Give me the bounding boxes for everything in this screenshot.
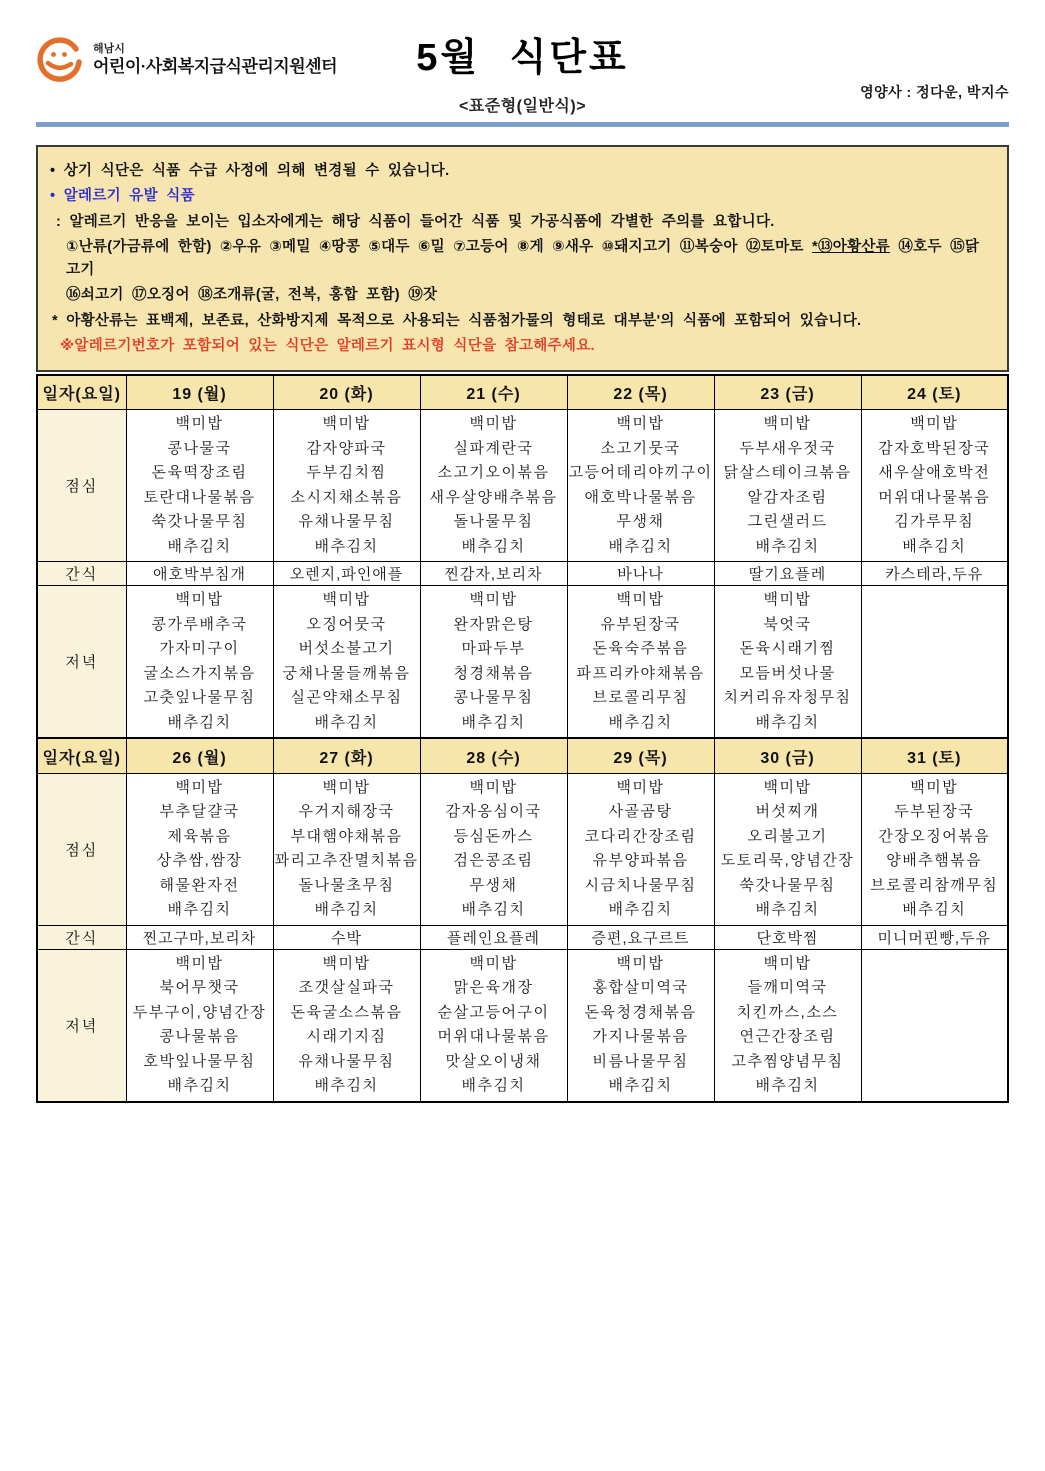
menu-item: 소시지채소볶음 xyxy=(290,488,403,506)
menu-item: 백미밥 xyxy=(763,415,812,433)
menu-item: 상추쌈,쌈장 xyxy=(156,852,243,870)
menu-item: 백미밥 xyxy=(469,778,518,796)
menu-item: 배추김치 xyxy=(461,537,526,555)
page-header xyxy=(36,0,1009,122)
menu-item: 돌나물무침 xyxy=(453,513,534,531)
menu-item: 배추김치 xyxy=(755,1077,820,1095)
day-header: 22 (목) xyxy=(567,375,714,410)
menu-tables xyxy=(36,374,1009,1103)
menu-item: 백미밥 xyxy=(616,415,665,433)
menu-item: 백미밥 xyxy=(616,591,665,609)
menu-item: 소고기오이볶음 xyxy=(437,464,550,482)
menu-item: 배추김치 xyxy=(608,537,673,555)
logo-city-name: 해남시 xyxy=(93,42,125,55)
menu-item: 가자미구이 xyxy=(159,640,240,658)
menu-item: 홍합살미역국 xyxy=(592,979,689,997)
menu-cell xyxy=(861,410,1008,562)
menu-item: 무생채 xyxy=(469,876,518,894)
menu-item: 배추김치 xyxy=(461,713,526,731)
menu-cell xyxy=(567,410,714,562)
day-header: 29 (목) xyxy=(567,738,714,773)
menu-item: 백미밥 xyxy=(763,954,812,972)
nutritionist-credit: 영양사 : 정다운, 박지수 xyxy=(860,84,1009,100)
menu-item: 두부김치찜 xyxy=(306,464,387,482)
menu-item: 머위대나물볶음 xyxy=(437,1028,550,1046)
menu-item: 백미밥 xyxy=(322,415,371,433)
day-header: 23 (금) xyxy=(714,375,861,410)
day-header: 21 (수) xyxy=(420,375,567,410)
menu-item: 백미밥 xyxy=(616,954,665,972)
menu-item: 맛살오이냉채 xyxy=(445,1052,542,1070)
notice-allergy-heading: • 알레르기 유발 식품 xyxy=(50,185,993,207)
menu-item: 배추김치 xyxy=(755,537,820,555)
allergen-list-line-2: ⑯쇠고기 ⑰오징어 ⑱조개류(굴, 전복, 홍합 포함) ⑲잣 xyxy=(66,287,438,304)
menu-item: 백미밥 xyxy=(616,778,665,796)
menu-item: 우거지해장국 xyxy=(298,803,395,821)
menu-item: 새우살양배추볶음 xyxy=(429,488,558,506)
menu-item: 실파계란국 xyxy=(453,439,534,457)
meal-row-label: 저녁 xyxy=(37,949,126,1102)
menu-item: 호박잎나물무침 xyxy=(143,1052,256,1070)
snack-cell: 단호박찜 xyxy=(714,925,861,949)
menu-item: 배추김치 xyxy=(167,1077,232,1095)
menu-item: 돈육시래기찜 xyxy=(739,640,836,658)
menu-item: 닭살스테이크볶음 xyxy=(723,464,852,482)
menu-item: 배추김치 xyxy=(167,537,232,555)
notice-allergy-desc: : 알레르기 반응을 보이는 입소자에게는 해당 식품이 들어간 식품 및 가공식품에 각별한 주의를 요합니다. xyxy=(56,213,775,230)
smiley-logo-icon xyxy=(36,36,84,84)
menu-item: 배추김치 xyxy=(608,901,673,919)
menu-item: 백미밥 xyxy=(469,954,518,972)
menu-item: 머위대나물볶음 xyxy=(878,488,991,506)
day-header: 19 (월) xyxy=(126,375,273,410)
menu-item: 조갯살실파국 xyxy=(298,979,395,997)
menu-item: 백미밥 xyxy=(322,954,371,972)
allergen-list-line-1 xyxy=(50,236,993,281)
snack-cell: 애호박부침개 xyxy=(126,562,273,586)
menu-item: 코다리간장조림 xyxy=(584,827,697,845)
menu-cell xyxy=(273,586,420,739)
snack-cell: 바나나 xyxy=(567,562,714,586)
snack-cell: 플레인요플레 xyxy=(420,925,567,949)
menu-item: 콩나물국 xyxy=(167,439,232,457)
menu-item: 버섯찌개 xyxy=(755,803,820,821)
menu-item: 간장오징어볶음 xyxy=(878,827,991,845)
menu-item: 배추김치 xyxy=(314,537,379,555)
menu-item: 백미밥 xyxy=(322,591,371,609)
menu-item: 배추김치 xyxy=(167,713,232,731)
menu-item: 감자옹심이국 xyxy=(445,803,542,821)
menu-item: 꽈리고추잔멸치볶음 xyxy=(274,852,419,870)
date-column-header: 일자(요일) xyxy=(37,738,126,773)
menu-item: 돈육청경채볶음 xyxy=(584,1003,697,1021)
menu-cell xyxy=(861,586,1008,739)
notice-box xyxy=(36,145,1009,372)
menu-cell xyxy=(714,410,861,562)
menu-item: 고춧잎나물무침 xyxy=(143,689,256,707)
menu-cell xyxy=(420,586,567,739)
snack-cell: 찐감자,보리차 xyxy=(420,562,567,586)
menu-item: 고추찜양념무침 xyxy=(731,1052,844,1070)
menu-item: 버섯소불고기 xyxy=(298,640,395,658)
menu-item: 유부된장국 xyxy=(600,615,681,633)
menu-item: 오징어뭇국 xyxy=(306,615,387,633)
menu-item: 쑥갓나물무침 xyxy=(151,513,248,531)
date-column-header: 일자(요일) xyxy=(37,375,126,410)
menu-item: 사골곰탕 xyxy=(608,803,673,821)
meal-row-label: 점심 xyxy=(37,773,126,925)
menu-item: 북엇국 xyxy=(763,615,812,633)
menu-item: 돌나물초무침 xyxy=(298,876,395,894)
menu-item: 무생채 xyxy=(616,513,665,531)
menu-item: 새우살애호박전 xyxy=(878,464,991,482)
menu-cell xyxy=(861,773,1008,925)
menu-item: 청경채볶음 xyxy=(453,664,534,682)
logo-text xyxy=(93,43,337,78)
menu-item: 백미밥 xyxy=(910,778,959,796)
meal-row-label: 점심 xyxy=(37,410,126,562)
menu-item: 그린샐러드 xyxy=(747,513,828,531)
menu-cell xyxy=(714,949,861,1102)
menu-item: 고등어데리야끼구이 xyxy=(568,464,713,482)
menu-item: 감자호박된장국 xyxy=(878,439,991,457)
menu-table-week-1 xyxy=(36,374,1009,740)
day-header: 24 (토) xyxy=(861,375,1008,410)
menu-item: 소고기뭇국 xyxy=(600,439,681,457)
menu-item: 돈육굴소스볶음 xyxy=(290,1003,403,1021)
menu-item: 검은콩조림 xyxy=(453,852,534,870)
menu-item: 배추김치 xyxy=(902,901,967,919)
menu-item: 감자양파국 xyxy=(306,439,387,457)
menu-item: 배추김치 xyxy=(314,1077,379,1095)
menu-cell xyxy=(126,773,273,925)
day-header: 31 (토) xyxy=(861,738,1008,773)
menu-item: 백미밥 xyxy=(469,415,518,433)
menu-cell xyxy=(861,949,1008,1102)
menu-cell xyxy=(567,586,714,739)
menu-item: 북어무챗국 xyxy=(159,979,240,997)
menu-item: 두부된장국 xyxy=(894,803,975,821)
menu-item: 유채나물무침 xyxy=(298,1052,395,1070)
menu-item: 배추김치 xyxy=(461,901,526,919)
header-divider-line xyxy=(36,122,1009,127)
allergen-sulfite-underlined: *⑬아황산류 xyxy=(812,239,891,256)
snack-cell: 오렌지,파인애플 xyxy=(273,562,420,586)
menu-cell xyxy=(420,410,567,562)
meal-row-label: 간식 xyxy=(37,562,126,586)
menu-item: 부대햄야채볶음 xyxy=(290,827,403,845)
menu-item: 굴소스가지볶음 xyxy=(143,664,256,682)
menu-item: 백미밥 xyxy=(763,778,812,796)
snack-cell: 수박 xyxy=(273,925,420,949)
menu-cell xyxy=(567,949,714,1102)
menu-item: 쑥갓나물무침 xyxy=(739,876,836,894)
page-title: 5월 식단표 xyxy=(416,37,629,79)
menu-cell xyxy=(273,949,420,1102)
menu-item: 배추김치 xyxy=(755,901,820,919)
snack-cell: 미니머핀빵,두유 xyxy=(861,925,1008,949)
menu-item: 양배추햄볶음 xyxy=(886,852,983,870)
menu-item: 시래기지짐 xyxy=(306,1028,387,1046)
menu-cell xyxy=(714,586,861,739)
menu-item: 모듬버섯나물 xyxy=(739,664,836,682)
center-logo xyxy=(36,36,337,84)
meal-row-label: 저녁 xyxy=(37,586,126,739)
menu-cell xyxy=(126,949,273,1102)
menu-item: 배추김치 xyxy=(167,901,232,919)
menu-item: 백미밥 xyxy=(910,415,959,433)
menu-item: 부추달걀국 xyxy=(159,803,240,821)
day-header: 30 (금) xyxy=(714,738,861,773)
menu-item: 치커리유자청무침 xyxy=(723,689,852,707)
menu-item: 백미밥 xyxy=(469,591,518,609)
menu-item: 배추김치 xyxy=(314,901,379,919)
menu-item: 배추김치 xyxy=(902,537,967,555)
menu-item: 해물완자전 xyxy=(159,876,240,894)
sulfite-note: * 아황산류는 표백제, 보존료, 산화방지제 목적으로 사용되는 식품첨가물의 형태로 대부분'의 식품에 포함되어 있습니다. xyxy=(52,312,862,329)
menu-item: 배추김치 xyxy=(461,1077,526,1095)
menu-item: 비름나물무침 xyxy=(592,1052,689,1070)
menu-item: 유채나물무침 xyxy=(298,513,395,531)
menu-item: 백미밥 xyxy=(763,591,812,609)
day-header: 28 (수) xyxy=(420,738,567,773)
snack-cell: 딸기요플레 xyxy=(714,562,861,586)
menu-item: 치킨까스,소스 xyxy=(736,1003,839,1021)
allergy-number-red-note: ※알레르기번호가 포함되어 있는 식단은 알레르기 표시형 식단을 참고해주세요. xyxy=(60,338,595,355)
allergen-list-part1: ①난류(가금류에 한함) ②우유 ③메밀 ④땅콩 ⑤대두 ⑥밀 ⑦고등어 ⑧게 ⑨새우 ⑩돼지고기 ⑪복숭아 ⑫토마토 xyxy=(66,239,804,256)
menu-item: 가지나물볶음 xyxy=(592,1028,689,1046)
menu-cell xyxy=(273,773,420,925)
menu-item: 콩가루배추국 xyxy=(151,615,248,633)
menu-item: 완자맑은탕 xyxy=(453,615,534,633)
menu-item: 오리불고기 xyxy=(747,827,828,845)
menu-item: 등심돈까스 xyxy=(453,827,534,845)
menu-item: 브로콜리무침 xyxy=(592,689,689,707)
menu-item: 배추김치 xyxy=(755,713,820,731)
menu-item: 두부구이,양념간장 xyxy=(132,1003,267,1021)
snack-cell: 증편,요구르트 xyxy=(567,925,714,949)
menu-item: 콩나물볶음 xyxy=(159,1028,240,1046)
menu-item: 배추김치 xyxy=(314,713,379,731)
menu-item: 파프리카야채볶음 xyxy=(576,664,705,682)
snack-cell: 찐고구마,보리차 xyxy=(126,925,273,949)
menu-cell xyxy=(273,410,420,562)
logo-org-name: 어린이·사회복지급식관리지원센터 xyxy=(93,57,337,77)
menu-item: 마파두부 xyxy=(461,640,526,658)
menu-cell xyxy=(567,773,714,925)
menu-item: 순살고등어구이 xyxy=(437,1003,550,1021)
menu-item: 유부양파볶음 xyxy=(592,852,689,870)
menu-item: 백미밥 xyxy=(322,778,371,796)
page-subtitle: <표준형(일반식)> xyxy=(458,98,587,115)
menu-item: 백미밥 xyxy=(175,591,224,609)
menu-table-week-2 xyxy=(36,737,1009,1103)
menu-item: 콩나물무침 xyxy=(453,689,534,707)
menu-cell xyxy=(420,773,567,925)
menu-item: 배추김치 xyxy=(608,713,673,731)
day-header: 26 (월) xyxy=(126,738,273,773)
menu-item: 김가루무침 xyxy=(894,513,975,531)
menu-item: 백미밥 xyxy=(175,778,224,796)
day-header: 27 (화) xyxy=(273,738,420,773)
menu-item: 백미밥 xyxy=(175,954,224,972)
menu-item: 알감자조림 xyxy=(747,488,828,506)
notice-change-line: • 상기 식단은 식품 수급 사정에 의해 변경될 수 있습니다. xyxy=(50,160,993,182)
menu-item: 배추김치 xyxy=(608,1077,673,1095)
menu-item: 돈육숙주볶음 xyxy=(592,640,689,658)
menu-item: 궁채나물들깨볶음 xyxy=(282,664,411,682)
menu-item: 애호박나물볶음 xyxy=(584,488,697,506)
menu-cell xyxy=(420,949,567,1102)
menu-item: 백미밥 xyxy=(175,415,224,433)
menu-item: 맑은육개장 xyxy=(453,979,534,997)
menu-item: 돈육떡장조림 xyxy=(151,464,248,482)
snack-cell: 카스테라,두유 xyxy=(861,562,1008,586)
meal-row-label: 간식 xyxy=(37,925,126,949)
menu-cell xyxy=(126,410,273,562)
menu-item: 도토리묵,양념간장 xyxy=(720,852,855,870)
menu-item: 토란대나물볶음 xyxy=(143,488,256,506)
menu-item: 연근간장조림 xyxy=(739,1028,836,1046)
day-header: 20 (화) xyxy=(273,375,420,410)
menu-item: 브로콜리참깨무침 xyxy=(870,876,999,894)
allergen-list-part2: ⑭호두 ⑮닭고기 xyxy=(66,239,980,278)
menu-cell xyxy=(714,773,861,925)
menu-item: 실곤약채소무침 xyxy=(290,689,403,707)
menu-item: 두부새우젓국 xyxy=(739,439,836,457)
menu-item: 들깨미역국 xyxy=(747,979,828,997)
menu-item: 제육볶음 xyxy=(167,827,232,845)
menu-cell xyxy=(126,586,273,739)
menu-item: 시금치나물무침 xyxy=(584,876,697,894)
